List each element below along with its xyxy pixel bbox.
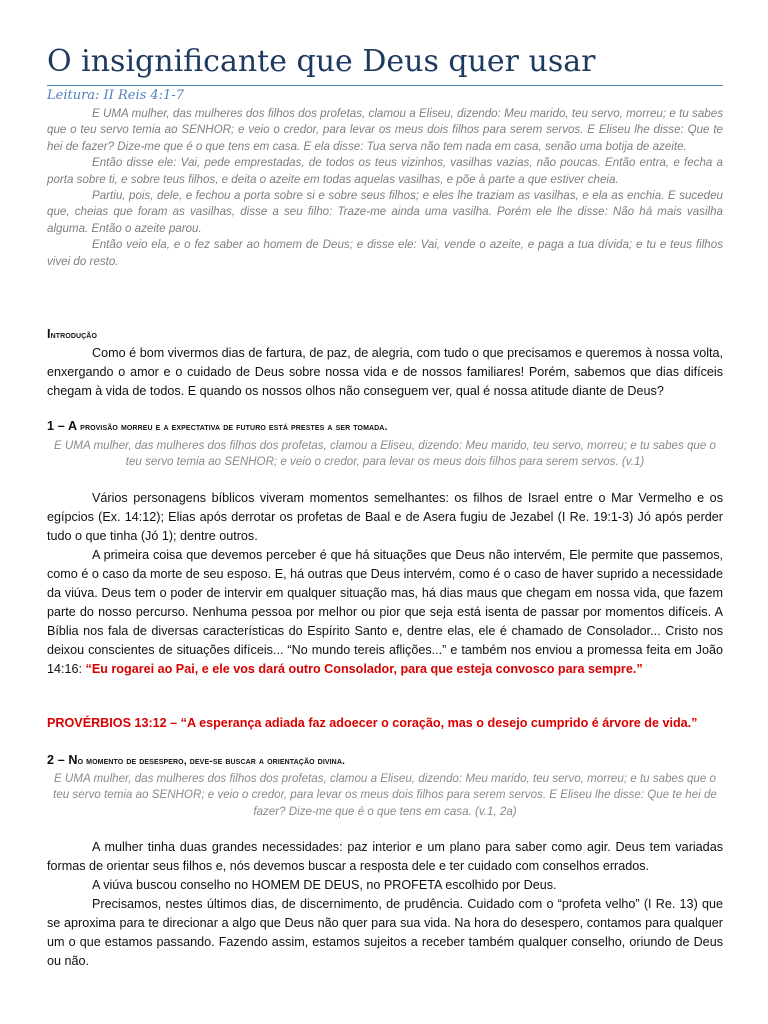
section-2-paragraph: A viúva buscou conselho no HOMEM DE DEUS, no PROFETA escolhido por Deus.	[92, 878, 557, 892]
section-1-paragraph: Vários personagens bíblicos viveram momentos semelhantes: os filhos de Israel entre o Mar Vermelho e os egípcios (Ex. 14:12); Elias após derrotar os profetas de Baal e de Asera fugiu de Jezabel (I Re. 19:1-3) Jó após perder tudo o que tinha (Jó 1); dentre outros.	[47, 491, 723, 543]
section-1-quote: E UMA mulher, das mulheres dos filhos dos profetas, clamou a Eliseu, dizendo: Meu marido, teu servo, morreu; e tu sabes que o teu servo temia ao SENHOR; e veio o credor, para levar os meus dois filhos para serem servos. (v.1)	[53, 439, 717, 469]
reading-paragraph: Então disse ele: Vai, pede emprestadas, de todos os teus vizinhos, vasilhas vazias, não poucas. Então entra, e fecha a porta sobre ti, e sobre teus filhos, e deita o azeite em todas aquelas vasilhas, e põe à parte a que estiver cheia.	[47, 156, 723, 186]
john-14-16-quote: “Eu rogarei ao Pai, e ele vos dará outro Consolador, para que esteja convosco para sempre.”	[85, 662, 643, 676]
intro-section	[47, 344, 723, 401]
intro-heading: Introdução	[47, 327, 98, 341]
section-1-heading: 1 – A provisão morreu e a expectativa de futuro está prestes a ser tomada.	[47, 419, 388, 433]
section-2-quote: E UMA mulher, das mulheres dos filhos dos profetas, clamou a Eliseu, dizendo: Meu marido, teu servo, morreu; e tu sabes que o teu servo temia ao SENHOR; e veio o credor, para levar os meus dois filhos para serem servos. E Eliseu lhe disse: Que te hei de fazer? Dize-me que é o que tens em casa. (v.1, 2a)	[53, 772, 717, 818]
section-1-paragraph: A primeira coisa que devemos perceber é que há situações que Deus não intervém, Ele permite que passemos, como é o caso da morte de seu esposo. E, há outras que Deus intervém, como é o caso de haver suprido a necessidade da viúva. Deus tem o poder de intervir em qualquer situação mas, há dias maus que chegam em nossa vida, que fazem parte do nosso percurso. Nenhuma pessoa por melhor ou pior que seja está isenta de passar por momentos difíceis. A Bíblia nos fala de diversas características do Espírito Santo e, dentre elas, ele é chamado de Consolador... Cristo nos deixou conscientes de situações difíceis... “No mundo tereis aflições...” e também nos enviou a promessa feita em João 14:16: “Eu rogarei ao Pai, e ele vos dará outro Consolador, para que esteja convosco para sempre.”	[47, 548, 723, 676]
section-1-body	[47, 489, 723, 679]
section-2-body	[47, 838, 723, 971]
section-2-paragraph: A mulher tinha duas grandes necessidades: paz interior e um plano para saber como agir. Deus tem variadas formas de orientar seus filhos e, nós devemos buscar a resposta dele e ter cuidado com conselhos errados.	[47, 840, 723, 873]
page-title: O insignificante que Deus quer usar	[47, 44, 596, 79]
reading-paragraph: E UMA mulher, das mulheres dos filhos dos profetas, clamou a Eliseu, dizendo: Meu marido, teu servo, morreu; e tu sabes que o teu servo temia ao SENHOR; e veio o credor, para levar os meus dois filhos para serem servos. E Eliseu lhe disse: Que te hei de fazer? Dize-me que é o que tens em casa. E ela disse: Tua serva não tem nada em casa, senão uma botija de azeite.	[47, 107, 723, 153]
reading-paragraph: Partiu, pois, dele, e fechou a porta sobre si e sobre seus filhos; e eles lhe traziam as vasilhas, e ela as enchia. E sucedeu que, cheias que foram as vasilhas, disse a seu filho: Traze-me ainda uma vasilha. Porém ele lhe disse: Não há mais vasilha alguma. Então o azeite parou.	[47, 189, 723, 235]
reading-paragraph: Então veio ela, e o fez saber ao homem de Deus; e disse ele: Vai, vende o azeite, e paga a tua dívida; e tu e teus filhos vivei do resto.	[47, 238, 723, 268]
section-2-heading: 2 – No momento de desespero, deve-se buscar a orientação divina.	[47, 753, 346, 767]
proverb-quote: PROVÉRBIOS 13:12 – “A esperança adiada faz adoecer o coração, mas o desejo cumprido é árvore de vida.”	[47, 716, 698, 730]
title-divider	[47, 85, 723, 86]
reading-passage	[47, 106, 723, 270]
intro-paragraph: Como é bom vivermos dias de fartura, de paz, de alegria, com tudo o que precisamos e queremos à nossa volta, enxergando o amor e o cuidado de Deus sobre nossa vida e de nossos familiares! Porém, sabemos que dias difíceis chegam à vida de todos. E quando os nossos olhos não conseguem ver, qual é nossa atitude diante de Deus?	[47, 346, 723, 398]
section-2-paragraph: Precisamos, nestes últimos dias, de discernimento, de prudência. Cuidado com o “profeta velho” (I Re. 13) que se aproxima para te direcionar a algo que Deus não quer para sua vida. Na hora do desespero, contamos para qualquer um o que estamos passando. Fazendo assim, estamos sujeitos a receber também qualquer conselho, oriundo de Deus ou não.	[47, 897, 723, 968]
reading-reference: Leitura: II Reis 4:1-7	[47, 88, 184, 103]
